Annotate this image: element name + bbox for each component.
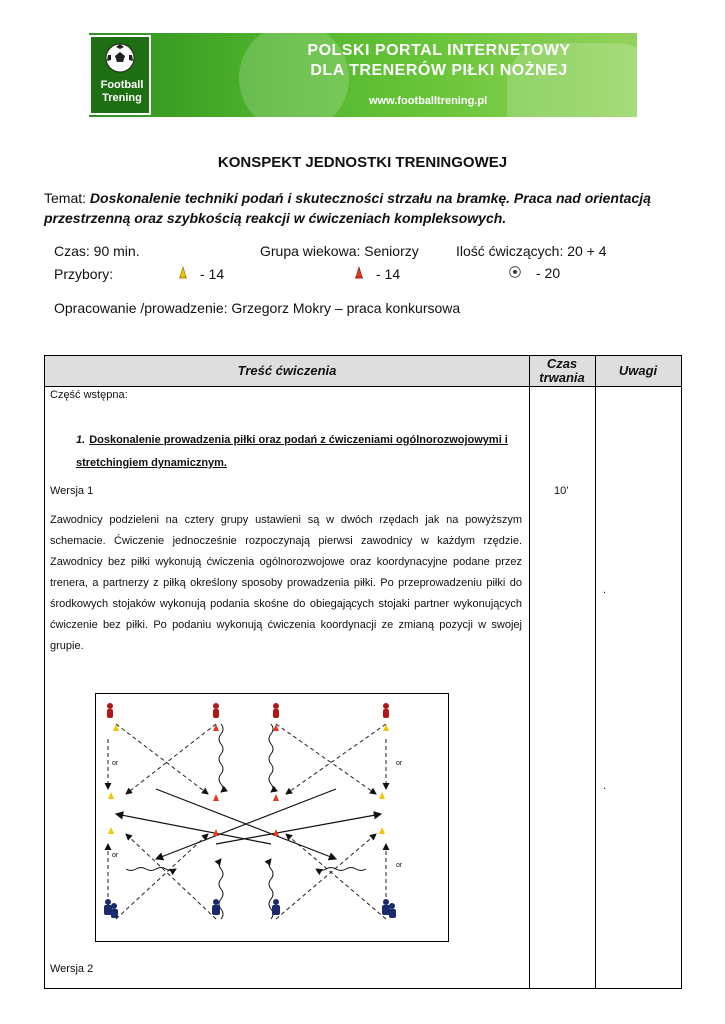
topic-text: Doskonalenie techniki podań i skuteczności strzału na bramkę. Praca nad orientacją przestrzenną oraz szybkością reakcji w ćwiczeniach kompleksowych. [44,190,651,226]
equipment-label: Przybory: [54,266,114,282]
header-duration-line1: Czas [546,356,578,371]
exercise-diagram [95,693,449,942]
exercise-number: 1. [76,434,86,446]
blue-players [104,899,396,918]
age-group-info: Grupa wiekowa: Seniorzy [260,243,419,259]
banner-url-link[interactable]: www.footballtrening.pl [369,95,488,107]
red-cone-count: - 14 [376,266,401,282]
exercise-description: Zawodnicy podzieleni na cztery grupy ustawieni są w dwóch rzędach jak na powyższym schemacie. Ćwiczenie jednocześnie rozpoczynają pierwsi zawodnicy w każdym rzędzie. Zawodnicy bez piłki wykonują ćwiczenia ogólnorozwojowe oraz koordynacyjne podane przez trenera, a partnerzy z piłką określony sposoby prowadzenia piłki. Po przeprowadzeniu piłki do środkowych stojaków wykonują podania skośne do obiegających stojaki partner wykonujących ćwiczenie bez piłki. Po podaniu wykonują ćwiczenia koordynacji ze zmianą pozycji w swojej grupie. [50,514,522,652]
section-label: Część wstępna: [50,389,128,401]
exercise-table [44,355,682,989]
diagram-drawing [96,694,447,940]
football-trening-logo [89,35,151,115]
banner-title-line2: DLA TRENERÓW PIŁKI NOŻNEJ [310,62,568,79]
logo-line1: Football [100,79,144,91]
header-content: Treść ćwiczenia [237,363,337,378]
topic-label: Temat: [44,190,87,206]
document-title: KONSPEKT JEDNOSTKI TRENINGOWEJ [217,154,508,171]
header-banner [89,33,637,117]
logo-line2: Trening [102,92,142,104]
author-info: Opracowanie /prowadzenie: Grzegorz Mokry – praca konkursowa [54,300,461,316]
banner-title [279,41,599,81]
duration-value: 10’ [554,485,569,497]
time-info: Czas: 90 min. [54,243,140,259]
header-notes: Uwagi [618,363,658,378]
version-2-label: Wersja 2 [50,963,94,975]
red-players [107,703,389,718]
red-cone-icon [354,266,364,279]
banner-title-line1: POLSKI PORTAL INTERNETOWY [307,42,571,59]
notes-dot: . [603,780,607,792]
logo-text [95,79,149,105]
diagram-label-or: or [112,760,119,767]
exercise-title [76,429,516,475]
yellow-cone-count: - 14 [200,266,225,282]
header-duration-line2: trwania [539,370,585,385]
diagram-label-or: or [396,760,403,767]
column-divider [529,356,530,988]
topic [44,188,684,228]
ball-count: - 20 [536,265,561,281]
yellow-cone-icon [178,266,188,279]
diagram-label-or: or [396,862,403,869]
notes-dot: . [603,584,607,596]
participants-info: Ilość ćwiczących: 20 + 4 [456,243,607,259]
version-1-label: Wersja 1 [50,485,94,497]
cone-markers [108,724,389,836]
exercise-title-text: Doskonalenie prowadzenia piłki oraz podań z ćwiczeniami ogólnorozwojowymi i stretchingiem dynamicznym. [76,434,508,469]
header-duration [529,356,595,386]
ball-icon [509,266,521,278]
column-divider [595,356,596,988]
logo-ball-icon [105,43,135,73]
diagram-label-or: or [112,852,119,859]
